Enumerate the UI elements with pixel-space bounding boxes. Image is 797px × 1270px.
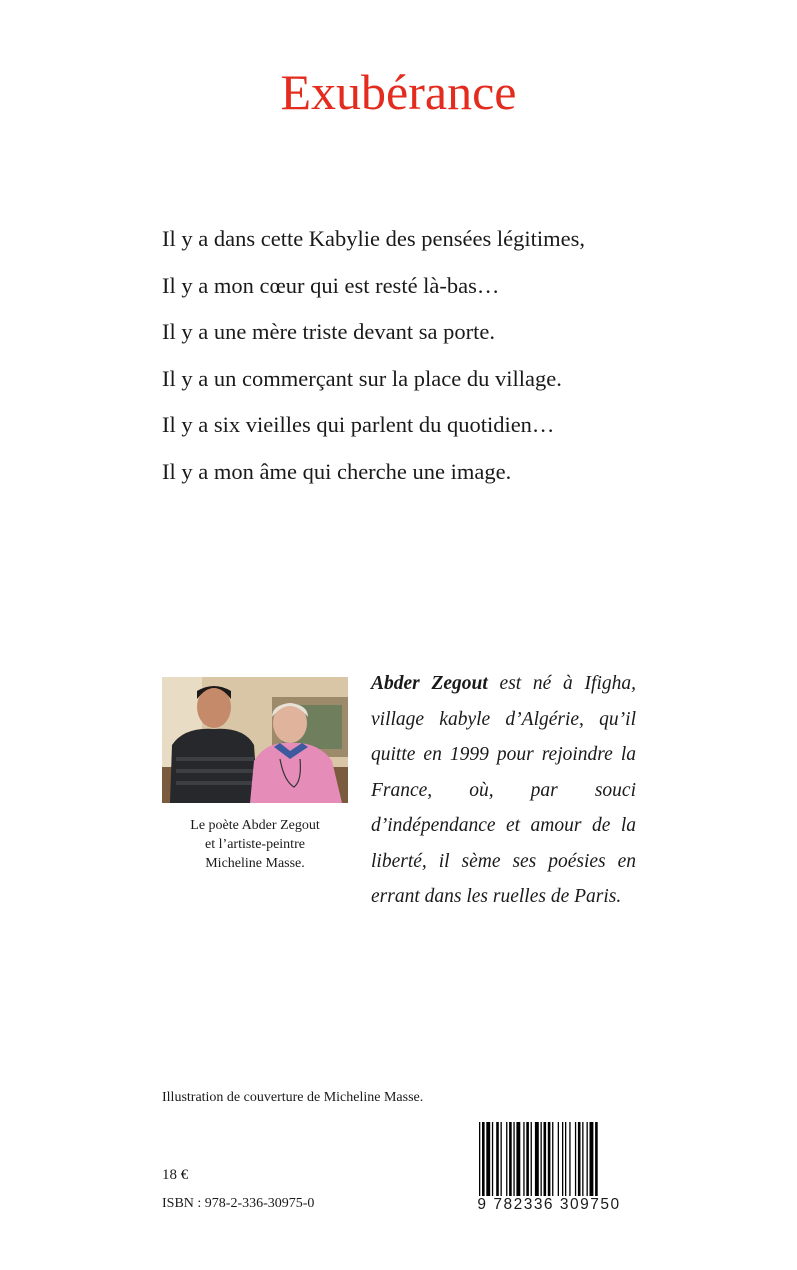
poem-excerpt <box>162 216 662 495</box>
poem-line: Il y a une mère triste devant sa porte. <box>162 319 495 344</box>
author-bio-text: est né à Ifigha, village kabyle d’Algérie, qu’il quitte en 1999 pour rejoindre la France, où, par souci d’indépendance et amour de la liberté, il sème ses poésies en errant dans les ruelles de Paris. <box>371 673 636 907</box>
poem-line: Il y a mon âme qui cherche une image. <box>162 458 512 484</box>
cover-illustration-credit: Illustration de couverture de Micheline Masse. <box>162 1090 424 1105</box>
caption-line: et l’artiste-peintre <box>205 837 305 852</box>
poem-line: Il y a dans cette Kabylie des pensées légitimes, <box>162 226 585 251</box>
barcode-number: 9 782336 309750 <box>463 1196 635 1214</box>
poem-line: Il y a six vieilles qui parlent du quotidien… <box>162 412 555 437</box>
author-name: Abder Zegout <box>371 673 488 694</box>
author-photo <box>162 677 348 803</box>
photo-caption <box>162 816 348 873</box>
book-title: Exubérance <box>280 64 517 120</box>
author-bio <box>371 666 636 915</box>
poem-line: Il y a mon cœur qui est resté là-bas… <box>162 272 500 298</box>
isbn: ISBN : 978-2-336-30975-0 <box>162 1196 315 1211</box>
price: 18 € <box>162 1167 189 1183</box>
caption-line: Micheline Masse. <box>205 856 305 871</box>
poem-line: Il y a un commerçant sur la place du village. <box>162 365 562 391</box>
caption-line: Le poète Abder Zegout <box>190 818 320 833</box>
